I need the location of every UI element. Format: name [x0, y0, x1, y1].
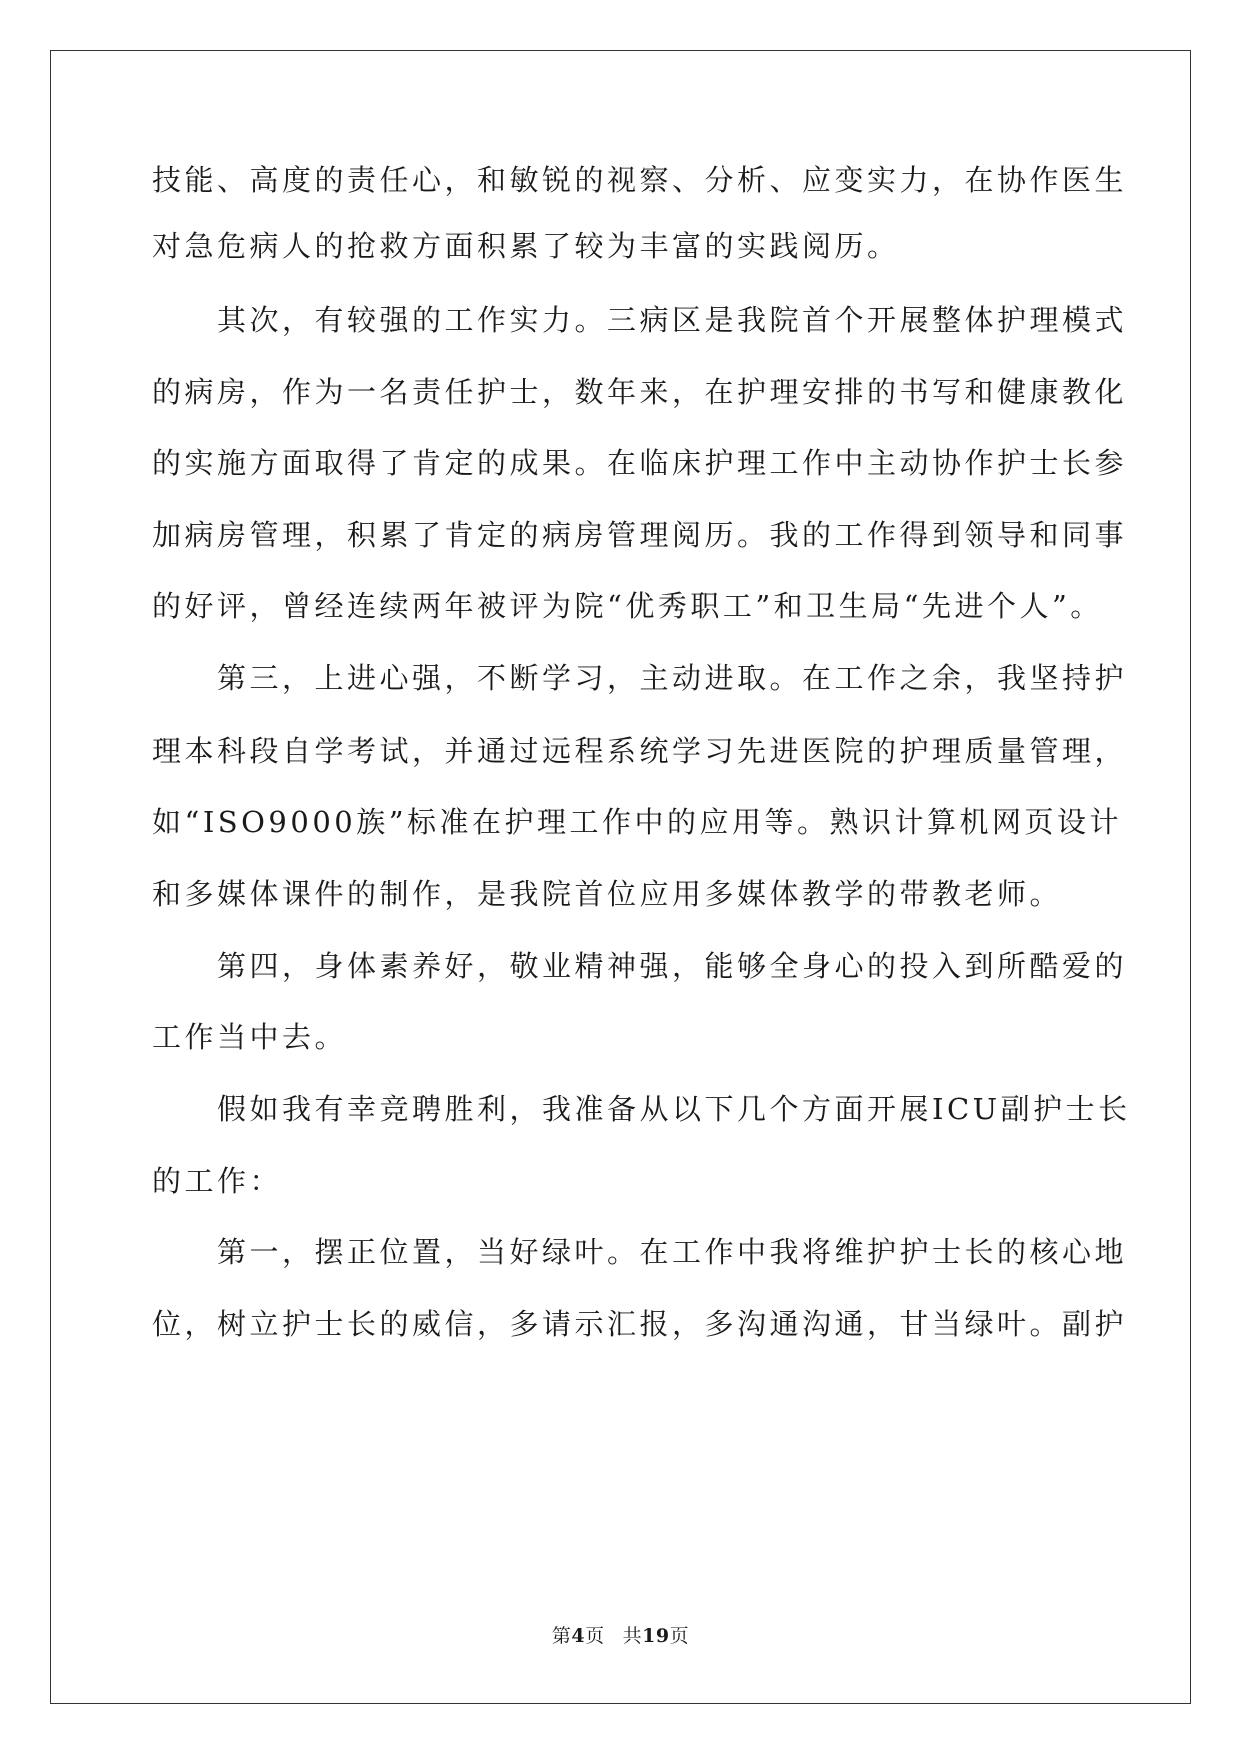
text-line: 位，树立护士长的威信，多请示汇报，多沟通沟通，甘当绿叶。副护 [152, 1307, 1128, 1341]
text-line: 和多媒体课件的制作，是我院首位应用多媒体教学的带教老师。 [152, 877, 1063, 911]
text-line: 第四，身体素养好，敬业精神强，能够全身心的投入到所酷爱的 [152, 949, 1128, 983]
page-current: 4 [571, 1625, 586, 1647]
page-prefix: 第 [551, 1625, 572, 1647]
page-mid: 页 [585, 1625, 605, 1647]
total-suffix: 页 [669, 1625, 690, 1647]
text-line: 理本科段自学考试，并通过远程系统学习先进医院的护理质量管理， [152, 734, 1128, 768]
page-footer [0, 1624, 1241, 1648]
text-line: 其次，有较强的工作实力。三病区是我院首个开展整体护理模式 [152, 303, 1128, 337]
text-line: 第一，摆正位置，当好绿叶。在工作中我将维护护士长的核心地 [152, 1235, 1128, 1269]
text-line: 对急危病人的抢救方面积累了较为丰富的实践阅历。 [152, 229, 900, 263]
text-line: 的病房，作为一名责任护士，数年来，在护理安排的书写和健康教化 [152, 375, 1128, 409]
total-prefix: 共 [622, 1625, 643, 1647]
text-line: 的好评，曾经连续两年被评为院“优秀职工”和卫生局“先进个人”。 [152, 589, 1103, 623]
text-line: 的工作： [152, 1164, 283, 1198]
text-line: 工作当中去。 [152, 1020, 348, 1054]
text-line: 加病房管理，积累了肯定的病房管理阅历。我的工作得到领导和同事 [152, 518, 1128, 552]
text-line: 第三，上进心强，不断学习，主动进取。在工作之余，我坚持护 [152, 661, 1128, 695]
page-total: 19 [642, 1625, 670, 1647]
text-line: 假如我有幸竞聘胜利，我准备从以下几个方面开展ICU副护士长 [152, 1092, 1131, 1126]
text-line: 如“ISO9000族”标准在护理工作中的应用等。熟识计算机网页设计 [152, 805, 1123, 839]
text-line: 的实施方面取得了肯定的成果。在临床护理工作中主动协作护士长参 [152, 446, 1128, 480]
text-line: 技能、高度的责任心，和敏锐的视察、分析、应变实力，在协作医生 [152, 163, 1128, 197]
